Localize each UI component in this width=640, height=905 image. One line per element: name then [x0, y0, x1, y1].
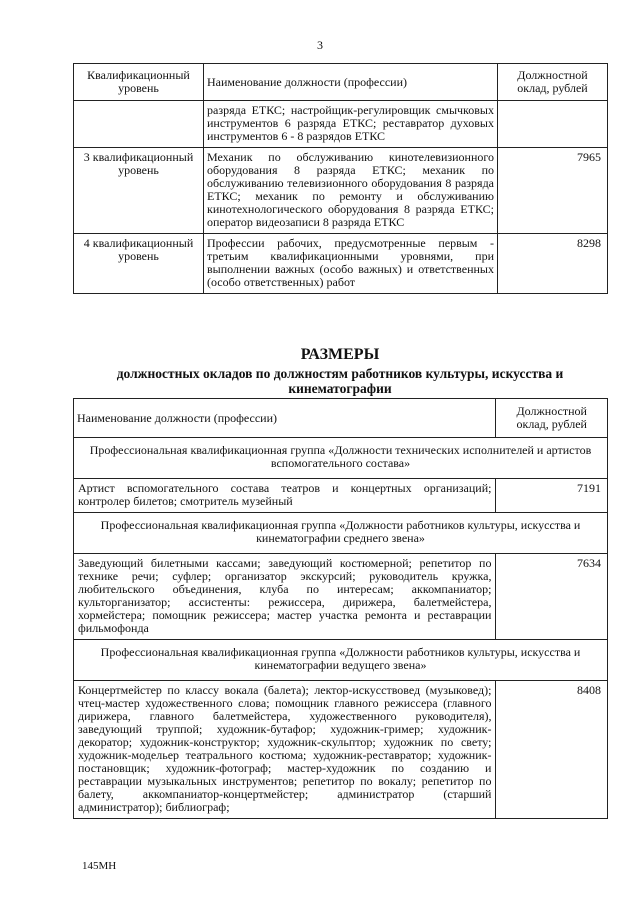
salary-cell: 8408 [496, 681, 608, 819]
salary-cell: 8298 [498, 234, 608, 294]
level-cell [74, 101, 204, 148]
positions-cell: Артист вспомогательного состава театров и концертных организаций; контролер билетов; смотритель музейный [74, 479, 496, 513]
group-row [74, 438, 608, 479]
table-row [74, 101, 608, 148]
salary-cell: 7634 [496, 554, 608, 640]
table-header-row [74, 64, 608, 101]
header-level: Квалификационный уровень [74, 64, 204, 101]
page-number: 3 [317, 38, 323, 52]
footer-code: 145МН [82, 860, 117, 872]
positions-cell: Концертмейстер по классу вокала (балета); лектор-искусствовед (музыковед); чтец-мастер художественного слова; помощник главного режиссера (главного дирижера, главного балетмейстера, художественного руководителя), заведующий труппой; художник-бутафор; художник-гример; художник-декоратор; художник-конструктор; художник-скульптор; художник по свету; художник-модельер театрального костюма; художник-реставратор; художник-постановщик; художник-фотограф; мастер-художник по созданию и реставрации музыкальных инструментов; репетитор по вокалу; репетитор по балету, аккомпаниатор-концертмейстер; администратор (старший администратор); библиограф; [74, 681, 496, 819]
culture-salaries-table [73, 398, 608, 819]
level-cell: 4 квалификационный уровень [74, 234, 204, 294]
header-salary: Должностной оклад, рублей [496, 399, 608, 438]
positions-cell: Заведующий билетными кассами; заведующий костюмерной; репетитор по технике речи; суфлер; организатор экскурсий; руководитель кружка, любительского объединения, клуба по интересам; аккомпаниатор; культорганизатор; ассистенты: режиссера, дирижера, балетмейстера, хормейстера; помощник режиссера; мастер участка ремонта и реставрации фильмофонда [74, 554, 496, 640]
level-cell: 3 квалификационный уровень [74, 148, 204, 234]
salary-cell: 7965 [498, 148, 608, 234]
table-row [74, 479, 608, 513]
section-subtitle: должностных окладов по должностям работников культуры, искусства и кинематографии [116, 366, 564, 396]
table-row [74, 554, 608, 640]
header-position: Наименование должности (профессии) [204, 64, 498, 101]
salary-cell: 7191 [496, 479, 608, 513]
salary-cell [498, 101, 608, 148]
positions-cell: Механик по обслуживанию кинотелевизионного оборудования 8 разряда ЕТКС; механик по обслуживанию телевизионного оборудования 8 разряда ЕТКС; механик по ремонту и обслуживанию кинотехнологического оборудования 8 разряда ЕТКС; оператор видеозаписи 8 разряда ЕТКС [204, 148, 498, 234]
table-row [74, 148, 608, 234]
qualification-levels-table [73, 63, 608, 294]
table-row [74, 681, 608, 819]
group-row [74, 513, 608, 554]
group-row [74, 640, 608, 681]
positions-cell: разряда ЕТКС; настройщик-регулировщик смычковых инструментов 6 разряда ЕТКС; реставратор духовых инструментов 6 - 8 разрядов ЕТКС [204, 101, 498, 148]
table-row [74, 234, 608, 294]
header-salary: Должностной оклад, рублей [498, 64, 608, 101]
section-title: РАЗМЕРЫ [300, 346, 380, 363]
table-header-row [74, 399, 608, 438]
header-position: Наименование должности (профессии) [74, 399, 496, 438]
group-title: Профессиональная квалификационная группа «Должности работников культуры, искусства и кинематографии среднего звена» [74, 513, 608, 554]
group-title: Профессиональная квалификационная группа «Должности работников культуры, искусства и кинематографии ведущего звена» [74, 640, 608, 681]
group-title: Профессиональная квалификационная группа «Должности технических исполнителей и артистов вспомогательного состава» [74, 438, 608, 479]
positions-cell: Профессии рабочих, предусмотренные первым - третьим квалификационными уровнями, при выполнении важных (особо важных) и ответственных (особо ответственных) работ [204, 234, 498, 294]
